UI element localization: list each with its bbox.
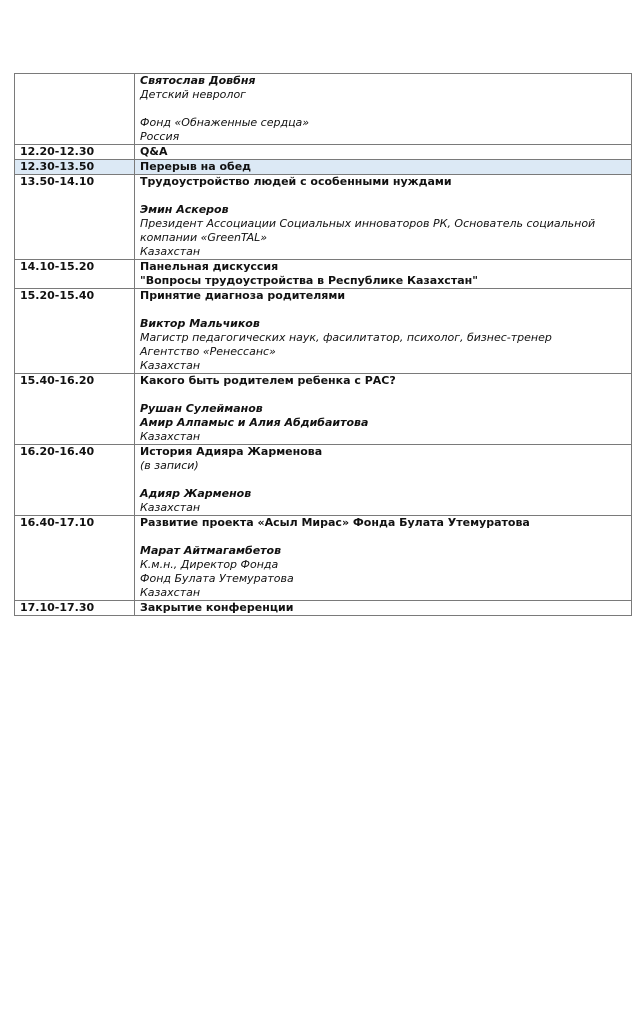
time-cell: 15.40-16.20 [15, 374, 135, 445]
schedule-row [15, 175, 632, 260]
speaker-name: Святослав Довбня [140, 74, 256, 87]
time-cell: 12.30-13.50 [15, 160, 135, 175]
spacer [140, 473, 628, 487]
schedule-row [15, 145, 632, 160]
speaker-role: Президент Ассоциации Социальных инноваторов РК, Основатель социальной компании «GreenTAL» [140, 217, 596, 244]
speaker-organization: Фонд «Обнаженные сердца» [140, 116, 310, 129]
speaker-name: Рушан Сулейманов [140, 402, 263, 415]
speaker-role: Магистр педагогических наук, фасилитатор, психолог, бизнес-тренер [140, 331, 552, 344]
spacer [140, 303, 628, 317]
session-title: Панельная дискуссия [140, 260, 279, 273]
schedule-row [15, 74, 632, 145]
schedule-row [15, 445, 632, 516]
speaker-country: Казахстан [140, 586, 201, 599]
session-title: Q&A [140, 145, 168, 158]
time-cell: 16.40-17.10 [15, 516, 135, 601]
schedule-row [15, 601, 632, 616]
details-cell [135, 516, 632, 601]
session-title: Принятие диагноза родителями [140, 289, 346, 302]
speaker-name: Адияр Жарменов [140, 487, 252, 500]
speaker-country: Казахстан [140, 359, 201, 372]
session-title: Перерыв на обед [140, 160, 252, 173]
time-cell: 16.20-16.40 [15, 445, 135, 516]
details-cell [135, 160, 632, 175]
time-cell: 17.10-17.30 [15, 601, 135, 616]
speaker-name: Амир Алпамыс и Алия Абдибаитова [140, 416, 369, 429]
details-cell [135, 445, 632, 516]
session-title: История Адияра Жарменова [140, 445, 323, 458]
spacer [140, 530, 628, 544]
speaker-organization: Фонд Булата Утемуратова [140, 572, 294, 585]
schedule-row [15, 289, 632, 374]
session-subtitle: "Вопросы трудоустройства в Республике Казахстан" [140, 274, 478, 287]
time-cell: 15.20-15.40 [15, 289, 135, 374]
speaker-name: Марат Айтмагамбетов [140, 544, 282, 557]
speaker-country: Казахстан [140, 430, 201, 443]
schedule-row [15, 374, 632, 445]
speaker-name: Виктор Мальчиков [140, 317, 260, 330]
details-cell [135, 289, 632, 374]
schedule-row-break [15, 160, 632, 175]
schedule-row [15, 516, 632, 601]
time-cell: 12.20-12.30 [15, 145, 135, 160]
schedule-table [14, 73, 632, 616]
time-cell: 14.10-15.20 [15, 260, 135, 289]
speaker-country: Казахстан [140, 245, 201, 258]
time-cell: 13.50-14.10 [15, 175, 135, 260]
session-title: Закрытие конференции [140, 601, 294, 614]
details-cell [135, 145, 632, 160]
details-cell [135, 74, 632, 145]
session-title: Какого быть родителем ребенка с РАС? [140, 374, 396, 387]
details-cell [135, 601, 632, 616]
speaker-name: Эмин Аскеров [140, 203, 229, 216]
session-title: Трудоустройство людей с особенными нуждами [140, 175, 452, 188]
details-cell [135, 374, 632, 445]
spacer [140, 102, 628, 116]
session-note: (в записи) [140, 459, 199, 472]
speaker-role: К.м.н., Директор Фонда [140, 558, 279, 571]
spacer [140, 388, 628, 402]
speaker-role: Детский невролог [140, 88, 246, 101]
speaker-organization: Агентство «Ренессанс» [140, 345, 276, 358]
speaker-country: Россия [140, 130, 180, 143]
session-title: Развитие проекта «Асыл Мирас» Фонда Булата Утемуратова [140, 516, 530, 529]
details-cell [135, 260, 632, 289]
speaker-country: Казахстан [140, 501, 201, 514]
time-cell [15, 74, 135, 145]
details-cell [135, 175, 632, 260]
spacer [140, 189, 628, 203]
schedule-row [15, 260, 632, 289]
